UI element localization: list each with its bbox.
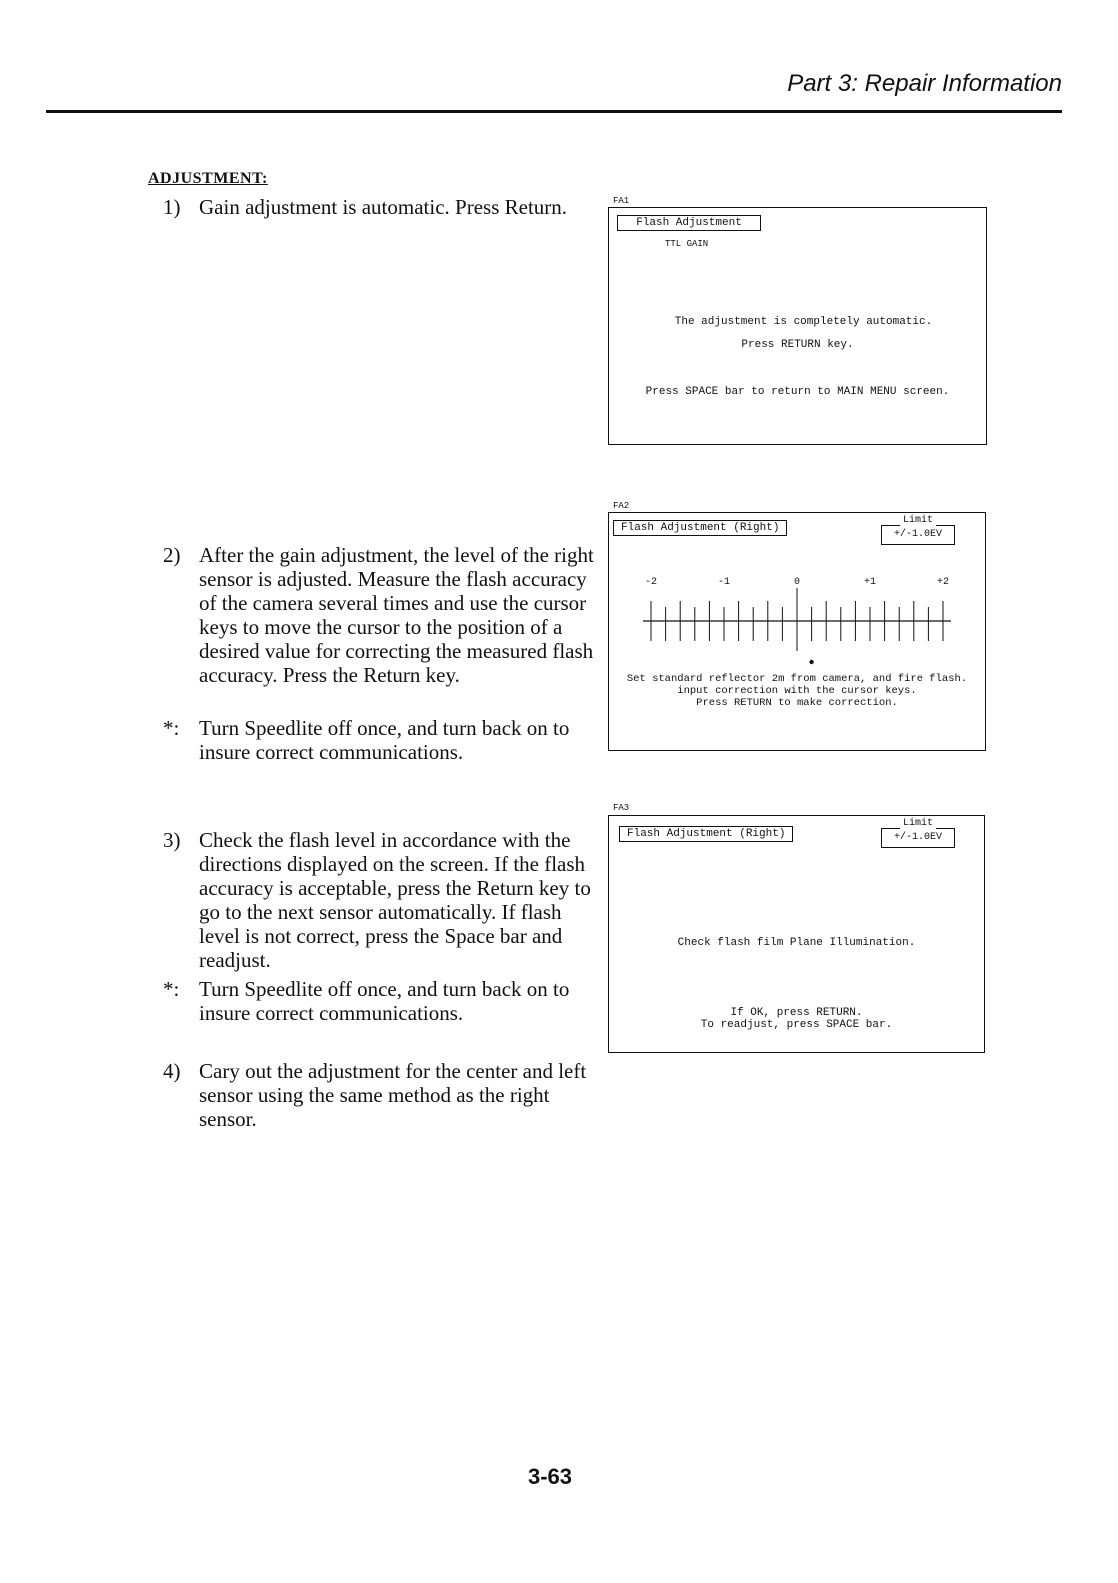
note-marker: *:	[163, 716, 180, 740]
fa2-screen	[608, 512, 986, 751]
step-number: 4)	[163, 1059, 181, 1083]
step-text: Check the flash level in accordance with the directions displayed on the screen. If the flash accuracy is acceptable, press the Return key to go to the next sensor automatically. If flash level is not correct, press the Space bar and readjust.	[199, 828, 591, 972]
scale-cursor	[809, 660, 813, 664]
fa2-limit-value: +/-1.0EV	[893, 529, 942, 540]
step-4	[163, 1059, 603, 1131]
fa2-title: Flash Adjustment (Right)	[613, 520, 787, 536]
scale-label: -1	[717, 577, 731, 588]
fa2-limit-label: Limit	[900, 515, 936, 526]
fa2-line-2: input correction with the cursor keys.	[677, 685, 917, 697]
fa3-title: Flash Adjustment (Right)	[619, 826, 793, 842]
fa1-screen	[608, 207, 987, 445]
fa3-screen	[608, 815, 985, 1053]
scale-label: +2	[936, 577, 950, 588]
fa1-line-1: The adjustment is completely automatic.	[674, 316, 933, 328]
fa3-label: FA3	[613, 803, 630, 813]
fa1-label: FA1	[613, 196, 630, 206]
fa3-limit-box	[881, 818, 955, 848]
fa1-line-2: Press RETURN key.	[741, 339, 854, 351]
note-1	[163, 716, 603, 764]
fa2-line-1: Set standard reflector 2m from camera, and fire flash.	[626, 673, 968, 685]
step-number: 3)	[163, 828, 181, 852]
page-number: 3-63	[527, 1464, 573, 1489]
step-number: 1)	[163, 195, 181, 219]
scale-label: 0	[793, 577, 801, 588]
fa3-line-1: Check flash film Plane Illumination.	[677, 937, 916, 949]
scale-label: -2	[644, 577, 658, 588]
step-2	[163, 543, 603, 687]
fa3-limit-label: Limit	[900, 818, 936, 829]
step-text: Cary out the adjustment for the center and left sensor using the same method as the right sensor.	[199, 1059, 587, 1131]
page-header: Part 3: Repair Information	[787, 70, 1062, 97]
header-rule	[46, 110, 1062, 113]
section-title: ADJUSTMENT:	[148, 170, 268, 187]
note-text: Turn Speedlite off once, and turn back on to insure correct communications.	[199, 716, 570, 764]
step-text: After the gain adjustment, the level of the right sensor is adjusted. Measure the flash accuracy of the camera several times and use the cursor keys to move the cursor to the position of a desired value for correcting the measured flash accuracy. Press the Return key.	[199, 543, 594, 687]
fa3-line-3: To readjust, press SPACE bar.	[700, 1019, 893, 1031]
step-text: Gain adjustment is automatic. Press Return.	[199, 195, 568, 219]
fa2-label: FA2	[613, 501, 630, 511]
fa1-subtitle: TTL GAIN	[665, 239, 709, 249]
fa1-title: Flash Adjustment	[617, 215, 761, 231]
fa3-limit-value: +/-1.0EV	[893, 832, 942, 843]
note-text: Turn Speedlite off once, and turn back on to insure correct communications.	[199, 977, 570, 1025]
scale-label: +1	[863, 577, 877, 588]
step-number: 2)	[163, 543, 181, 567]
note-2	[163, 977, 603, 1025]
note-marker: *:	[163, 977, 180, 1001]
fa1-line-3: Press SPACE bar to return to MAIN MENU screen.	[645, 386, 950, 398]
fa3-line-2: If OK, press RETURN.	[730, 1007, 863, 1019]
step-3	[163, 828, 603, 972]
fa2-line-3: Press RETURN to make correction.	[696, 697, 898, 709]
fa2-correction-scale	[609, 513, 985, 673]
step-1	[163, 195, 603, 219]
